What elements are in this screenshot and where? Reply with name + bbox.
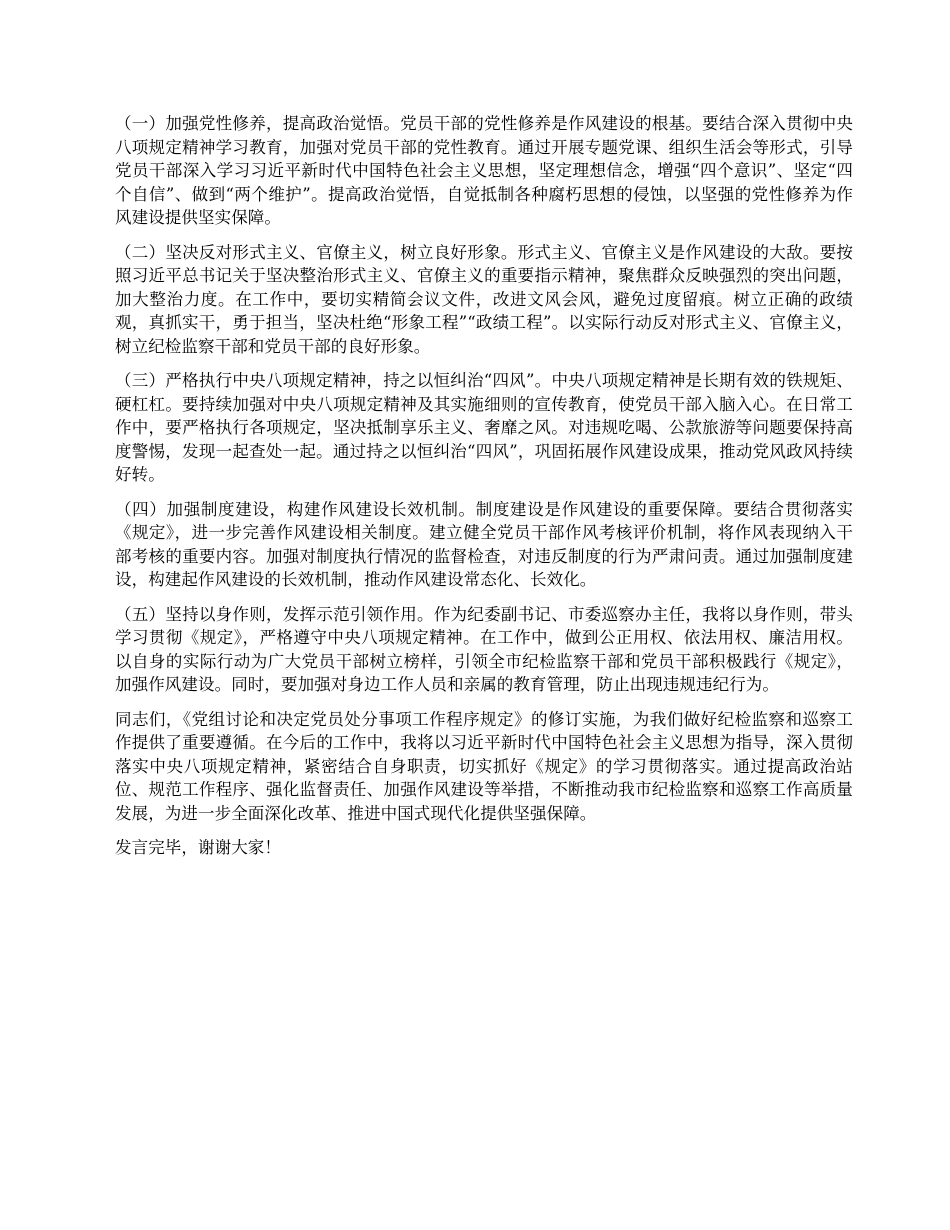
paragraph-party-spirit: （一）加强党性修养，提高政治觉悟。党员干部的党性修养是作风建设的根基。要结合深入贯彻中央八项规定精神学习教育，加强对党员干部的党性教育。通过开展专题党课、组织生活会等形式，引导党员干部深入学习习近平新时代中国特色社会主义思想，坚定理想信念，增强“四个意识”、坚定“四个自信”、做到“两个维护”。提高政治觉悟，自觉抵制各种腐朽思想的侵蚀，以坚强的党性修养为作风建设提供坚实保障。	[115, 114, 853, 227]
document-body	[115, 112, 853, 871]
paragraph-system-building: （四）加强制度建设，构建作风建设长效机制。制度建设是作风建设的重要保障。要结合贯彻落实《规定》，进一步完善作风建设相关制度。建立健全党员干部作风考核评价机制，将作风表现纳入干部考核的重要内容。加强对制度执行情况的监督检查，对违反制度的行为严肃问责。通过加强制度建设，构建起作风建设的长效机制，推动作风建设常态化、长效化。	[115, 499, 853, 589]
paragraph-conclusion: 同志们，《党组讨论和决定党员处分事项工作程序规定》的修订实施，为我们做好纪检监察和巡察工作提供了重要遵循。在今后的工作中，我将以习近平新时代中国特色社会主义思想为指导，深入贯彻落实中央八项规定精神，紧密结合自身职责，切实抓好《规定》的学习贯彻落实。通过提高政治站位、规范工作程序、强化监督责任、加强作风建设等举措，不断推动我市纪检监察和巡察工作高质量发展，为进一步全面深化改革、推进中国式现代化提供坚强保障。	[115, 709, 853, 823]
paragraph-anti-formalism: （二）坚决反对形式主义、官僚主义，树立良好形象。形式主义、官僚主义是作风建设的大敌。要按照习近平总书记关于坚决整治形式主义、官僚主义的重要指示精神，聚焦群众反映强烈的突出问题，加大整治力度。在工作中，要切实精简会议文件，改进文风会风，避免过度留痕。树立正确的政绩观，真抓实干，勇于担当，坚决杜绝“形象工程”“政绩工程”。以实际行动反对形式主义、官僚主义，树立纪检监察干部和党员干部的良好形象。	[115, 242, 853, 356]
paragraph-lead-by-example: （五）坚持以身作则，发挥示范引领作用。作为纪委副书记、市委巡察办主任，我将以身作则，带头学习贯彻《规定》，严格遵守中央八项规定精神。在工作中，做到公正用权、依法用权、廉洁用权。以自身的实际行动为广大党员干部树立榜样，引领全市纪检监察干部和党员干部积极践行《规定》，加强作风建设。同时，要加强对身边工作人员和亲属的教育管理，防止出现违规违纪行为。	[115, 604, 853, 694]
paragraph-closing: 发言完毕，谢谢大家！	[115, 838, 281, 857]
paragraph-eight-rules: （三）严格执行中央八项规定精神，持之以恒纠治“四风”。中央八项规定精神是长期有效的铁规矩、硬杠杠。要持续加强对中央八项规定精神及其实施细则的宣传教育，使党员干部入脑入心。在日常工作中，要严格执行各项规定，坚决抵制享乐主义、奢靡之风。对违规吃喝、公款旅游等问题要保持高度警惕，发现一起查处一起。通过持之以恒纠治“四风”，巩固拓展作风建设成果，推动党风政风持续好转。	[115, 371, 853, 484]
